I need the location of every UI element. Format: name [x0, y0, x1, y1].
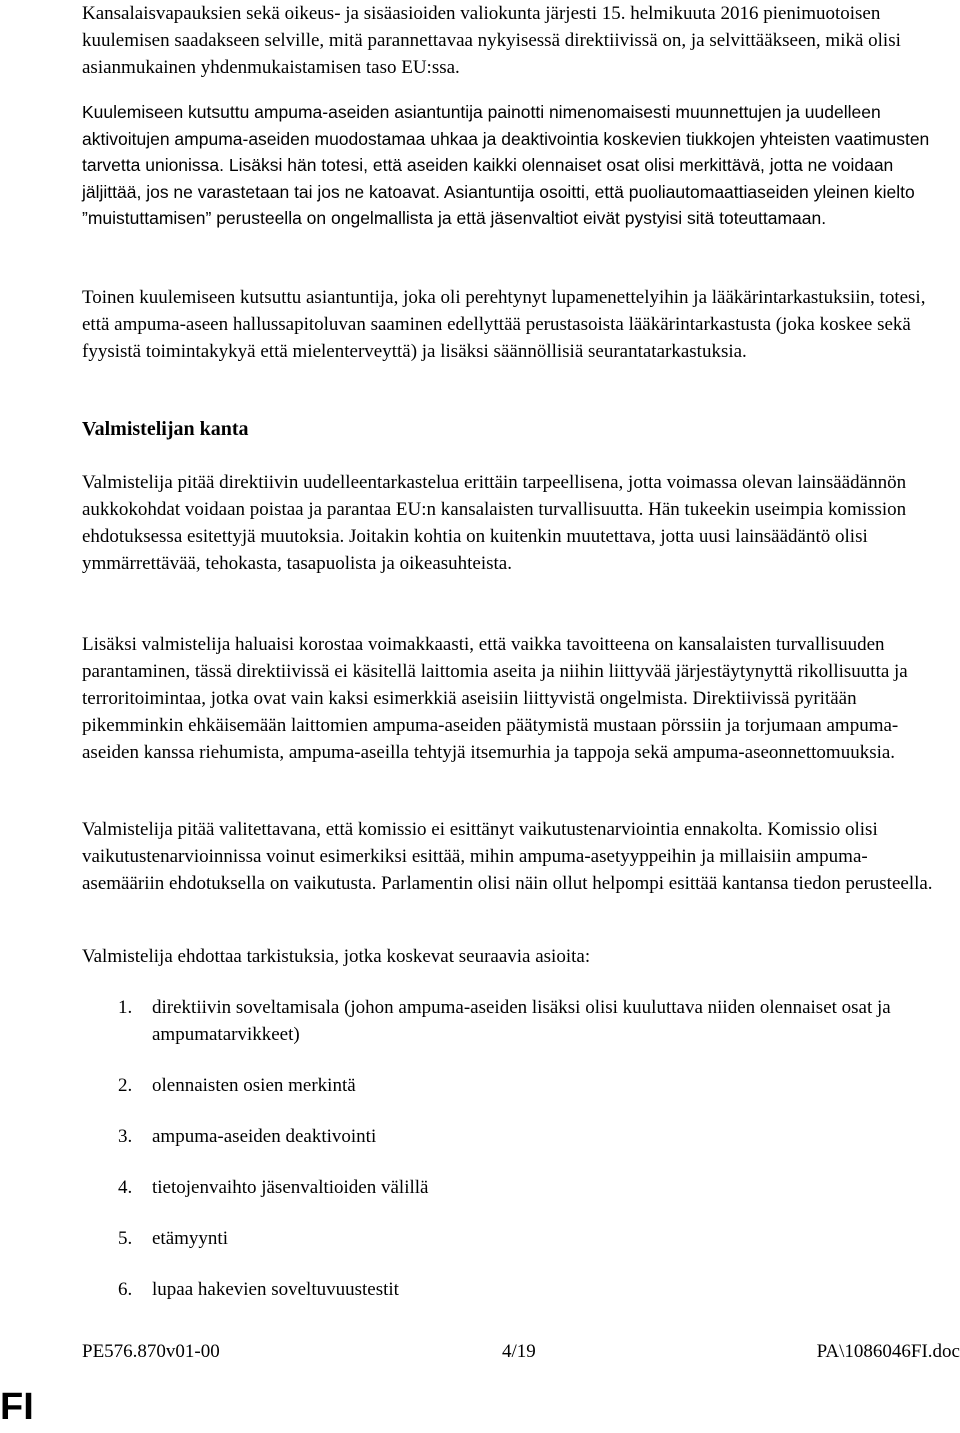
list-text: ampuma-aseiden deaktivointi [152, 1126, 377, 1147]
list-text: tietojenvaihto jäsenvaltioiden välillä [152, 1177, 429, 1198]
list-number: 6. [118, 1279, 133, 1300]
page-footer [82, 1341, 960, 1369]
expert1-paragraph: Kuulemiseen kutsuttu ampuma-aseiden asiantuntija painotti nimenomaisesti muunnettujen ja uudelleen aktivoitujen ampuma-aseiden muodostamaa uhkaa ja deaktivointia koskevien tiukkojen yhteisten vaatimusten tarvetta unionissa. Lisäksi hän totesi, että aseiden kaikki olennaiset osat olisi merkittävä, jotta ne voidaan jäljittää, jos ne varastetaan tai jos ne katoavat. Asiantuntija osoitti, että puoliautomaattiaseiden yleinen kielto ”muistuttamisen” perusteella on ongelmallista ja että jäsenvaltiot eivät pystyisi sitä toteuttamaan. [82, 102, 930, 228]
list-text: olennaisten osien merkintä [152, 1075, 356, 1096]
list-item [82, 1276, 948, 1303]
list-number: 2. [118, 1075, 133, 1096]
file-name: PA\1086046FI.doc [816, 1341, 960, 1362]
list-item [82, 1072, 948, 1099]
language-code: FI [0, 1386, 34, 1428]
document-reference: PE576.870v01-00 [82, 1341, 220, 1362]
list-number: 1. [118, 997, 133, 1018]
section-heading: Valmistelijan kanta [82, 418, 249, 440]
position-paragraph-1: Valmistelija pitää direktiivin uudelleentarkastelua erittäin tarpeellisena, jotta voimassa olevan lainsäädännön aukkokohdat voidaan poistaa ja parantaa EU:n kansalaisten turvallisuutta. Hän tukeekin useimpia komission ehdotuksessa esitettyjä muutoksia. Joitakin kohtia on kuitenkin muutettava, jotta uusi lainsäädäntö olisi ymmärrettävää, tehokasta, tasapuolista ja oikeasuhteista. [82, 472, 907, 574]
list-item [82, 994, 948, 1048]
list-number: 5. [118, 1228, 133, 1249]
list-item [82, 1123, 948, 1150]
list-text: lupaa hakevien soveltuvuustestit [152, 1279, 399, 1300]
list-item [82, 1174, 948, 1201]
expert2-paragraph: Toinen kuulemiseen kutsuttu asiantuntija, joka oli perehtynyt lupamenettelyihin ja lääkärintarkastuksiin, totesi, että ampuma-aseen hallussapitoluvan saaminen edellyttää perustasoista lääkärintarkastusta (joka koskee sekä fyysistä toimintakykyä että mielenterveyttä) ja lisäksi säännöllisiä seurantatarkastuksia. [82, 287, 926, 362]
position-paragraph-3: Valmistelija pitää valitettavana, että komissio ei esittänyt vaikutustenarviointia ennakolta. Komissio olisi vaikutustenarvioinnissa voinut esimerkiksi esittää, mihin ampuma-asetyyppeihin ja millaisiin ampuma-asemääriin ehdotuksella on vaikutusta. Parlamentin olisi näin ollut helpompi esittää kantansa tiedon perusteella. [82, 819, 933, 894]
position-paragraph-2: Lisäksi valmistelija haluaisi korostaa voimakkaasti, että vaikka tavoitteena on kansalaisten turvallisuuden parantaminen, tässä direktiivissä ei käsitellä laittomia aseita ja niihin liittyvää järjestäytynyttä rikollisuutta ja terroritoimintaa, jotka ovat vain kaksi esimerkkiä aseisiin liittyvistä ongelmista. Direktiivissä pyritään pikemminkin ehkäisemään laittomien ampuma-aseiden päätymistä mustaan pörssiin ja torjumaan ampuma-aseiden kanssa riehumista, ampuma-aseilla tehtyjä itsemurhia ja tappoja sekä ampuma-aseonnettomuuksia. [82, 634, 908, 763]
intro-paragraph: Kansalaisvapauksien sekä oikeus- ja sisäasioiden valiokunta järjesti 15. helmikuuta 2016 pienimuotoisen kuulemisen saadakseen selville, mitä parannettavaa nykyisessä direktiivissä on, ja selvittääkseen, mikä olisi asianmukainen yhdenmukaistamisen taso EU:ssa. [82, 3, 901, 78]
list-text: direktiivin soveltamisala (johon ampuma-aseiden lisäksi olisi kuuluttava niiden olennaiset osat ja ampumatarvikkeet) [152, 997, 891, 1045]
list-item [82, 1225, 948, 1252]
list-text: etämyynti [152, 1228, 228, 1249]
page-number: 4/19 [502, 1341, 536, 1362]
list-intro: Valmistelija ehdottaa tarkistuksia, jotka koskevat seuraavia asioita: [82, 946, 591, 967]
list-number: 3. [118, 1126, 133, 1147]
list-number: 4. [118, 1177, 133, 1198]
amendment-topics-list [82, 994, 948, 1303]
